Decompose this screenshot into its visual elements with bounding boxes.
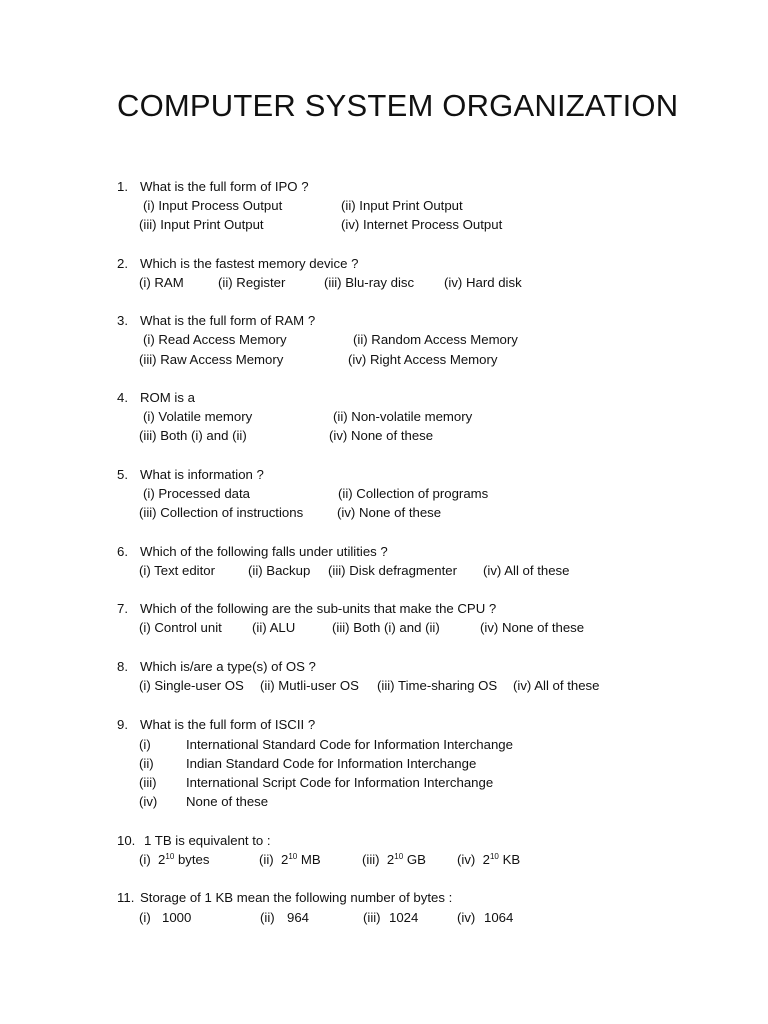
question-text: Which is the fastest memory device ? <box>140 256 359 271</box>
option-i-label: (i) <box>139 910 151 925</box>
option-iii-label: (iii) <box>363 910 381 925</box>
option-iv: 1064 <box>484 910 514 925</box>
option-ii-label: (ii) <box>139 756 154 771</box>
option-i: (i) Processed data <box>143 486 251 501</box>
option-ii: (ii) Collection of programs <box>338 486 489 501</box>
question-number: 7. <box>117 601 128 616</box>
option-ii-label: (ii) <box>260 910 275 925</box>
question-number: 5. <box>117 467 128 482</box>
option-iii: (iii) Disk defragmenter <box>328 563 457 578</box>
question-text: ROM is a <box>140 390 195 405</box>
option-iv-label: (iv) <box>139 794 158 809</box>
option-label: (i) <box>139 852 151 867</box>
question-number: 10. <box>117 833 136 848</box>
question-text: What is the full form of IPO ? <box>140 179 309 194</box>
question-number: 9. <box>117 717 128 732</box>
question-number: 3. <box>117 313 128 328</box>
option-ii <box>259 852 321 868</box>
question-text: What is the full form of ISCII ? <box>140 717 316 732</box>
option-label: (iii) <box>362 852 380 867</box>
option-ii: (ii) Non-volatile memory <box>333 409 473 424</box>
option-iii: (iii) Raw Access Memory <box>139 352 284 367</box>
unit: GB <box>406 852 426 867</box>
option-i: 1000 <box>162 910 192 925</box>
option-i: (i) Control unit <box>139 620 222 635</box>
option-iv: (iv) Right Access Memory <box>348 352 498 367</box>
option-i: (i) Read Access Memory <box>143 332 287 347</box>
question-number: 2. <box>117 256 128 271</box>
option-i: (i) Single-user OS <box>139 678 244 693</box>
power-base: 2 <box>158 852 166 867</box>
power-base: 2 <box>280 852 289 867</box>
option-i: (i) Input Process Output <box>143 198 283 213</box>
option-iv: (iv) None of these <box>329 428 434 443</box>
option-i: International Standard Code for Information Interchange <box>186 737 513 752</box>
option-iii-label: (iii) <box>139 775 157 790</box>
unit: MB <box>300 852 321 867</box>
power-base: 2 <box>482 852 490 867</box>
option-iii: (iii) Collection of instructions <box>139 505 304 520</box>
option-iv: (iv) All of these <box>483 563 570 578</box>
option-iv: (iv) Internet Process Output <box>341 217 503 232</box>
option-i: (i) RAM <box>139 275 184 290</box>
power-exponent: 10 <box>489 852 499 861</box>
option-ii: (ii) Input Print Output <box>341 198 463 213</box>
question-number: 6. <box>117 544 128 559</box>
option-iii <box>362 852 426 868</box>
unit: bytes <box>177 852 210 867</box>
option-i <box>139 852 210 868</box>
option-iii: (iii) Time-sharing OS <box>377 678 498 693</box>
option-i-label: (i) <box>139 737 151 752</box>
option-ii: (ii) Backup <box>248 563 311 578</box>
option-iii: (iii) Input Print Output <box>139 217 264 232</box>
option-iv: (iv) All of these <box>513 678 600 693</box>
question-text: Which of the following are the sub-units that make the CPU ? <box>140 601 497 616</box>
option-ii: (ii) ALU <box>252 620 296 635</box>
power-base: 2 <box>386 852 395 867</box>
power-exponent: 10 <box>394 852 404 861</box>
option-iv: (iv) None of these <box>480 620 585 635</box>
option-iv-label: (iv) <box>457 910 476 925</box>
question-text: What is information ? <box>140 467 264 482</box>
option-iv: (iv) Hard disk <box>444 275 522 290</box>
question-number: 11. <box>117 890 135 905</box>
option-iv: None of these <box>186 794 269 809</box>
question-number: 4. <box>117 390 128 405</box>
question-text: What is the full form of RAM ? <box>140 313 316 328</box>
option-iii: (iii) Blu-ray disc <box>324 275 415 290</box>
option-iv: (iv) None of these <box>337 505 442 520</box>
option-iii: International Script Code for Information Interchange <box>186 775 494 790</box>
option-label: (iv) <box>457 852 476 867</box>
question-text: Which of the following falls under utilities ? <box>140 544 388 559</box>
question-text: 1 TB is equivalent to : <box>144 833 271 848</box>
page-title: COMPUTER SYSTEM ORGANIZATION <box>117 88 679 123</box>
option-iii: (iii) Both (i) and (ii) <box>332 620 440 635</box>
option-ii: Indian Standard Code for Information Interchange <box>186 756 477 771</box>
option-iii: (iii) Both (i) and (ii) <box>139 428 247 443</box>
question-text: Which is/are a type(s) of OS ? <box>140 659 316 674</box>
question-number: 8. <box>117 659 128 674</box>
option-i: (i) Text editor <box>139 563 215 578</box>
power-exponent: 10 <box>288 852 298 861</box>
option-ii: (ii) Mutli-user OS <box>260 678 359 693</box>
option-i: (i) Volatile memory <box>143 409 253 424</box>
question-text: Storage of 1 KB mean the following number of bytes : <box>140 890 453 905</box>
option-label: (ii) <box>259 852 274 867</box>
option-iv <box>457 852 520 868</box>
question-number: 1. <box>117 179 128 194</box>
option-ii: 964 <box>287 910 310 925</box>
option-iii: 1024 <box>389 910 419 925</box>
power-exponent: 10 <box>165 852 175 861</box>
unit: KB <box>502 852 521 867</box>
option-ii: (ii) Register <box>218 275 286 290</box>
option-ii: (ii) Random Access Memory <box>353 332 518 347</box>
